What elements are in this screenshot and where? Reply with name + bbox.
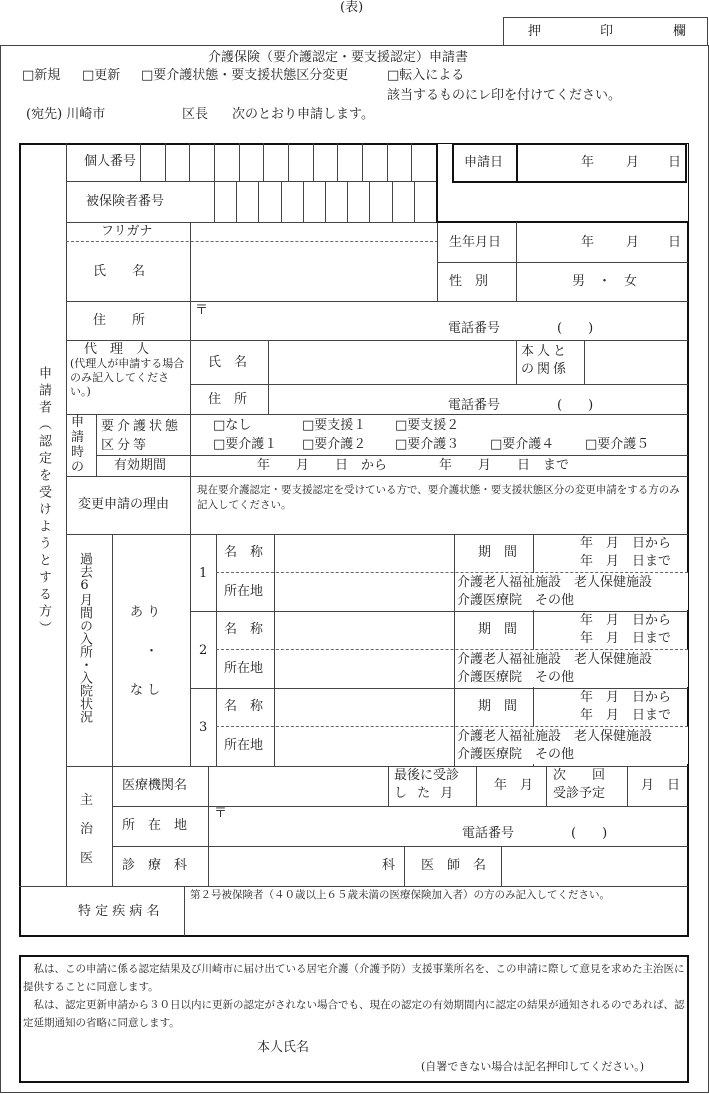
gender-options[interactable]: 男 ・ 女 <box>572 274 638 289</box>
request-text: 次のとおり申請します。 <box>232 107 374 122</box>
personal-number-cell-divider <box>288 143 289 181</box>
agent-phone-label: 電話番号 <box>448 398 501 413</box>
entry-number: 3 <box>199 720 208 735</box>
signature-note: (自署できない場合は記名押印してください。) <box>421 1060 645 1073</box>
personal-number-cell-divider <box>313 143 314 181</box>
consent-para-1: 私は、この申請に係る認定結果及び川崎市に届け出ている居宅介護（介護予防）支援事業所名を、この申請に際して意見を求めた主治医に提供することに同意します。 <box>23 963 685 993</box>
entry-location-field[interactable] <box>275 728 453 764</box>
care-option-care-3[interactable]: □要介護３ <box>395 437 460 452</box>
insured-number-cell-divider <box>258 181 259 222</box>
entry-facility-line-2[interactable]: 介護医療院 その他 <box>457 747 575 762</box>
entry-number: 1 <box>199 566 208 581</box>
entry-name-label: 名 称 <box>224 622 264 637</box>
birthdate-label: 生年月日 <box>449 235 502 250</box>
birthdate-day[interactable]: 日 <box>668 235 682 250</box>
next-visit-units[interactable]: 月 日 <box>641 778 681 793</box>
doctor-phone-label: 電話番号 <box>462 826 515 841</box>
agent-relation-field[interactable] <box>585 341 687 383</box>
agent-name-label: 氏 名 <box>208 355 248 370</box>
agent-name-field[interactable] <box>269 341 515 383</box>
option-transfer[interactable]: □転入による <box>387 68 465 83</box>
presence-yes[interactable]: あ り <box>130 605 161 620</box>
entry-period-label: 期 間 <box>478 545 518 560</box>
postal-mark: 〒 <box>195 303 209 318</box>
care-side-label: 申請時の <box>71 415 85 475</box>
entry-number: 2 <box>199 643 208 658</box>
department-label: 診 療 科 <box>122 858 188 873</box>
stamp-box-char-1: 押 <box>528 24 542 39</box>
entry-name-field[interactable] <box>275 535 453 571</box>
care-option-support-1[interactable]: □要支援１ <box>302 418 367 433</box>
personal-number-cell-divider <box>214 143 215 181</box>
validity-period[interactable]: 年 月 日 から 年 月 日 まで <box>257 458 570 473</box>
furigana-label: フリガナ <box>101 224 153 239</box>
phone-parens[interactable]: ( ) <box>557 321 594 336</box>
entry-location-label: 所在地 <box>224 584 264 599</box>
last-visit-units[interactable]: 年 月 <box>494 778 534 793</box>
personal-number-cell-divider <box>362 143 363 181</box>
entry-facility-line-2[interactable]: 介護医療院 その他 <box>457 593 575 608</box>
birthdate-month[interactable]: 月 <box>626 235 640 250</box>
applicant-side-label: 申請者（認定を受けようとする方） <box>36 366 51 638</box>
presence-no[interactable]: な し <box>130 683 161 698</box>
care-level-label: 要介護状態区分等 <box>101 419 182 453</box>
agent-note: (代理人が申請する場合のみ記入してください。) <box>70 357 185 398</box>
entry-period-from[interactable]: 年 月 日から <box>580 536 672 551</box>
agent-relation-label: 本人との関係 <box>521 344 570 377</box>
addressee-suffix: 区長 <box>182 107 209 122</box>
furigana-field[interactable] <box>191 223 437 240</box>
presence-dot: ・ <box>145 644 159 659</box>
side-label: (表) <box>340 0 364 15</box>
entry-period-from[interactable]: 年 月 日から <box>580 613 672 628</box>
entry-period-label: 期 間 <box>478 622 518 637</box>
option-new[interactable]: □新規 <box>22 68 61 83</box>
next-visit-label-1: 次 回 <box>553 768 606 783</box>
entry-period-to[interactable]: 年 月 日まで <box>580 631 672 646</box>
phone-label: 電話番号 <box>448 321 501 336</box>
past-stay-label: 過去6月間の入所・入院状況 <box>77 552 92 723</box>
name-label: 氏 名 <box>93 264 146 279</box>
option-change[interactable]: □要介護状態・要支援状態区分変更 <box>141 68 349 83</box>
validity-label: 有効期間 <box>114 458 167 473</box>
care-option-care-4[interactable]: □要介護４ <box>490 437 555 452</box>
entry-period-label: 期 間 <box>478 699 518 714</box>
specific-disease-field[interactable] <box>186 904 686 934</box>
addressee-prefix: (宛先) 川崎市 <box>26 107 106 122</box>
entry-period-to[interactable]: 年 月 日まで <box>580 554 672 569</box>
doctor-phone-parens[interactable]: ( ) <box>571 826 608 841</box>
personal-number-cell-divider <box>387 143 388 181</box>
stamp-box-char-3: 欄 <box>673 24 687 39</box>
application-date-month[interactable]: 月 <box>626 155 640 170</box>
department-field[interactable] <box>209 847 379 885</box>
doctor-side-label: 主治医 <box>80 793 94 866</box>
entry-facility-line-1[interactable]: 介護老人福祉施設 老人保健施設 <box>457 652 653 667</box>
entry-location-label: 所在地 <box>224 738 264 753</box>
personal-number-label: 個人番号 <box>84 154 137 169</box>
personal-number-cell-divider <box>165 143 166 181</box>
application-date-year[interactable]: 年 <box>581 155 595 170</box>
care-option-none[interactable]: □なし <box>213 418 252 433</box>
gender-label: 性 別 <box>449 274 489 289</box>
insured-number-cell-divider <box>325 181 326 222</box>
agent-address-label: 住 所 <box>208 392 248 407</box>
last-visit-label-1: 最後に受診 <box>394 768 460 783</box>
entry-name-label: 名 称 <box>224 545 264 560</box>
insured-number-cell-divider <box>392 181 393 222</box>
personal-number-cell-divider <box>239 143 240 181</box>
care-option-care-2[interactable]: □要介護２ <box>302 437 367 452</box>
stamp-box-char-2: 印 <box>600 24 614 39</box>
personal-number-cell-divider <box>337 143 338 181</box>
agent-phone-parens[interactable]: ( ) <box>557 398 594 413</box>
personal-number-cell-divider <box>189 143 190 181</box>
doctor-name-field[interactable] <box>502 847 687 885</box>
name-field[interactable] <box>191 243 437 300</box>
signature-label: 本人氏名 <box>257 1040 310 1055</box>
care-option-support-2[interactable]: □要支援２ <box>395 418 460 433</box>
entry-facility-line-2[interactable]: 介護医療院 その他 <box>457 670 575 685</box>
insured-number-cell-divider <box>236 181 237 222</box>
insured-number-cell-divider <box>303 181 304 222</box>
change-reason-label: 変更申請の理由 <box>78 497 170 512</box>
last-visit-label-2: し た 月 <box>394 786 457 801</box>
care-option-care-1[interactable]: □要介護１ <box>213 437 278 452</box>
consent-para-2: 私は、認定更新申請から３０日以内に更新の認定がされない場合でも、現在の認定の有効期間内に認定の結果が通知されるのであれば、認定延期通知の省略に同意します。 <box>23 999 685 1029</box>
entry-name-field[interactable] <box>275 689 453 725</box>
specific-disease-note: 第２号被保険者（４０歳以上６５歳未満の医療保険加入者）の方のみ記入してください。 <box>190 889 610 901</box>
entry-name-label: 名 称 <box>224 699 264 714</box>
application-date-label: 申請日 <box>464 155 504 170</box>
entry-location-field[interactable] <box>275 574 453 610</box>
address-label: 住 所 <box>93 313 146 328</box>
institution-label: 医療機関名 <box>122 778 188 793</box>
insured-number-cell-divider <box>281 181 282 222</box>
next-visit-label-2: 受診予定 <box>553 786 606 801</box>
entry-facility-line-1[interactable]: 介護老人福祉施設 老人保健施設 <box>457 729 653 744</box>
personal-number-cell-divider <box>263 143 264 181</box>
insured-number-label: 被保険者番号 <box>86 194 165 209</box>
insured-number-cell-divider <box>347 181 348 222</box>
option-renew[interactable]: □更新 <box>82 68 121 83</box>
entry-facility-line-1[interactable]: 介護老人福祉施設 老人保健施設 <box>457 575 653 590</box>
doctor-postal-mark: 〒 <box>214 806 228 821</box>
personal-number-cell-divider <box>411 143 412 181</box>
specific-disease-label: 特 定 疾 病 名 <box>78 904 160 919</box>
insured-number-cell-divider <box>214 181 215 222</box>
department-suffix: 科 <box>382 858 396 873</box>
form-title: 介護保険（要介護認定・要支援認定）申請書 <box>208 50 469 65</box>
instruction: 該当するものにレ印を付けてください。 <box>387 88 622 103</box>
birthdate-year[interactable]: 年 <box>581 235 595 250</box>
change-reason-note: 現在要介護認定・要支援認定を受けている方で、要介護状態・要支援状態区分の変更申請をする方のみ記入してください。 <box>197 484 680 511</box>
agent-label: 代 理 人 <box>84 342 150 357</box>
signature-field[interactable] <box>320 1036 680 1056</box>
doctor-name-label: 医 師 名 <box>421 858 487 873</box>
application-date-day[interactable]: 日 <box>668 155 682 170</box>
entry-location-label: 所在地 <box>224 661 264 676</box>
entry-location-field[interactable] <box>275 651 453 687</box>
insured-number-cell-divider <box>414 181 415 222</box>
entry-period-to[interactable]: 年 月 日まで <box>580 708 672 723</box>
doctor-location-label: 所 在 地 <box>122 818 188 833</box>
care-option-care-5[interactable]: □要介護５ <box>585 437 650 452</box>
insured-number-cell-divider <box>369 181 370 222</box>
entry-period-from[interactable]: 年 月 日から <box>580 690 672 705</box>
entry-name-field[interactable] <box>275 612 453 648</box>
